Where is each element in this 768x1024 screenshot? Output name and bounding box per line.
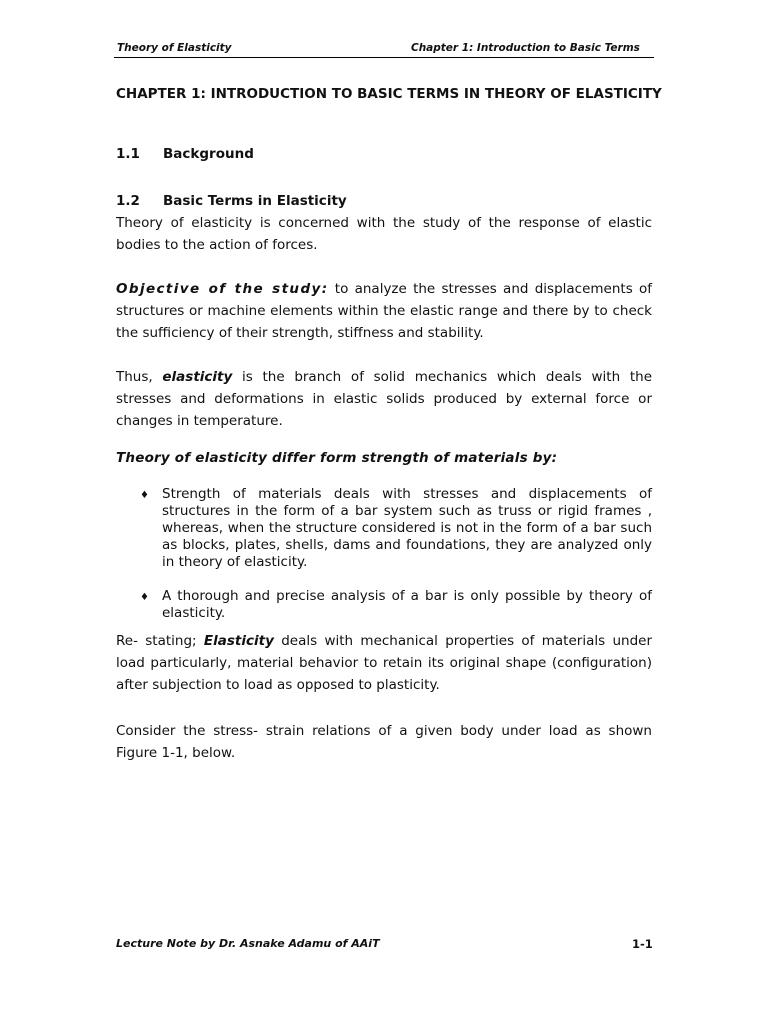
intro-paragraph: Theory of elasticity is concerned with the study of the response of elastic bodies to the action of forces. (116, 215, 652, 253)
running-header-title: Theory of Elasticity (117, 42, 232, 54)
elasticity-definition-paragraph (116, 366, 652, 432)
section-title: Basic Terms in Elasticity (163, 193, 347, 209)
consider-paragraph: Consider the stress- strain relations of a given body under load as shown Figure 1-1, below. (116, 723, 652, 761)
diamond-bullet-icon: ♦ (140, 592, 149, 603)
objective-paragraph (116, 278, 652, 344)
restating-term: Elasticity (203, 633, 274, 649)
running-header-chapter: Chapter 1: Introduction to Basic Terms (411, 42, 640, 54)
chapter-title: CHAPTER 1: INTRODUCTION TO BASIC TERMS IN THEORY OF ELASTICITY (116, 86, 662, 102)
page-number: 1-1 (632, 937, 653, 951)
section-number: 1.1 (116, 146, 140, 162)
definition-lead: Thus, (116, 369, 163, 385)
section-title: Background (163, 146, 254, 162)
diamond-bullet-icon: ♦ (140, 490, 149, 501)
footer-author: Lecture Note by Dr. Asnake Adamu of AAiT (116, 937, 380, 950)
section-heading-background (116, 146, 254, 162)
objective-text: to analyze the stresses and displacements of structures or machine elements within the elastic range and there by to check the sufficiency of their strength, stiffness and stability. (116, 281, 653, 341)
restating-lead: Re- stating; (116, 633, 204, 649)
definition-term: elasticity (162, 369, 233, 385)
restating-text: deals with mechanical properties of materials under load particularly, material behavior to retain its original shape (configuration) after subjection to load as opposed to plasticity. (116, 633, 652, 693)
bullet-item: Strength of materials deals with stresses and displacements of structures in the form of a bar system such as truss or rigid frames , whereas, when the structure considered is not in the form of a bar such as blocks, plates, shells, dams and foundations, they are analyzed only in theory of elasticity. (162, 486, 652, 570)
header-rule (114, 57, 654, 58)
definition-text: is the branch of solid mechanics which deals with the stresses and deformations in elastic solids produced by external force or changes in temperature. (116, 369, 652, 429)
section-heading-basic-terms (116, 193, 347, 209)
section-number: 1.2 (116, 193, 140, 209)
restating-paragraph (116, 630, 652, 696)
bullet-item: A thorough and precise analysis of a bar is only possible by theory of elasticity. (162, 588, 652, 621)
objective-label: Objective of the study: (116, 281, 329, 297)
differ-heading: Theory of elasticity differ form strength of materials by: (116, 450, 558, 466)
